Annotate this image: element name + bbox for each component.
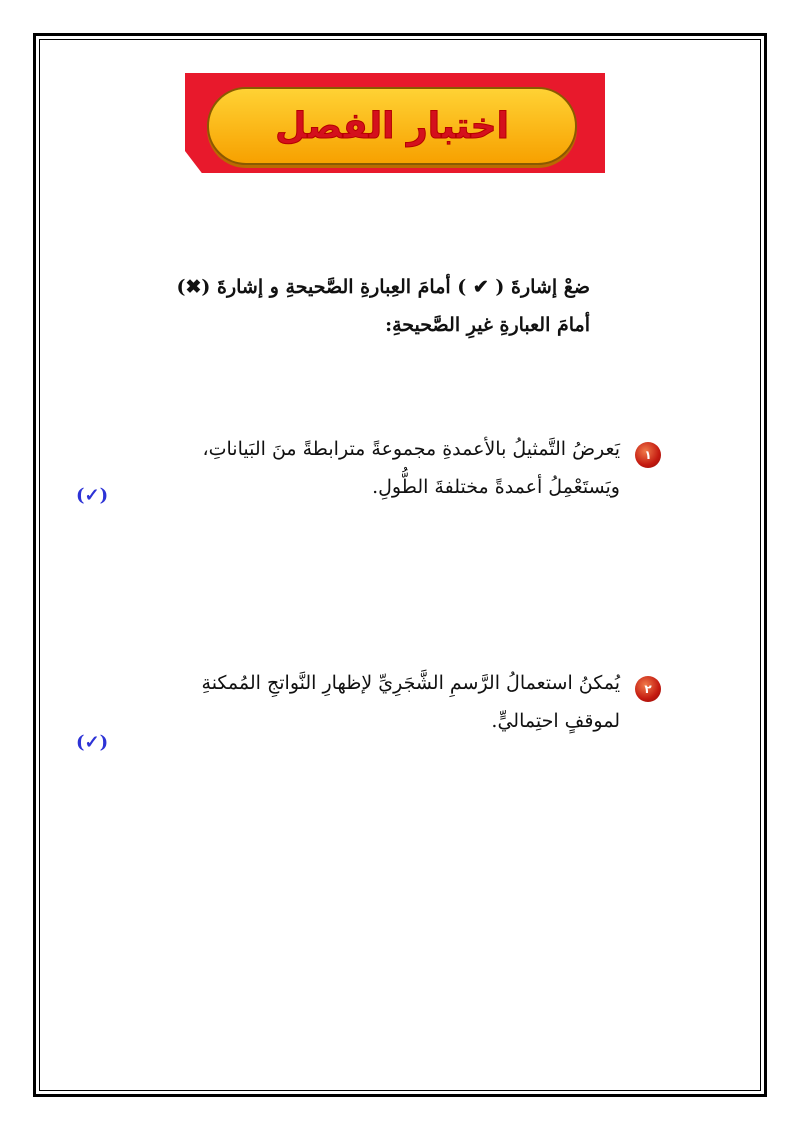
question-text: يَعرضُ التَّمثيلُ بالأعمدةِ مجموعةً مترابطةً منَ البَياناتِ، ويَستَعْمِلُ أعمدةً مختلفةَ الطُّولِ. (202, 438, 620, 498)
question-answer: (✓) (76, 732, 109, 753)
instruction-text: ضعْ إشارةَ ( ✔ ) أمامَ العِبارةِ الصَّحيحةِ و إشارةَ (✖) أمامَ العبارةِ غيرِ الصَّحيحةِ: (176, 276, 590, 336)
title-banner (185, 73, 605, 193)
page-title: اختبار الفصل (275, 105, 509, 147)
question-text: يُمكنُ استعمالُ الرَّسمِ الشَّجَرِيِّ لإظهارِ النَّواتجِ المُمكنةِ لموقفٍ احتِماليٍّ. (201, 672, 620, 732)
banner-pill (207, 87, 577, 165)
page-border-inner (39, 39, 761, 1091)
question-answer: (✓) (76, 485, 109, 506)
question-number-badge: ٢ (635, 676, 661, 702)
question-number-badge: ١ (635, 442, 661, 468)
